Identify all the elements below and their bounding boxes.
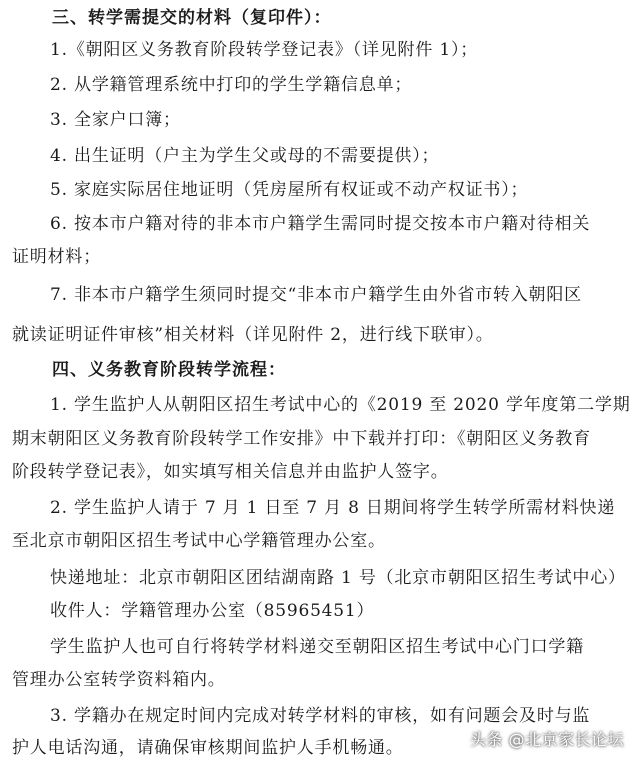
paragraph-continuation: 管理办公室转学资料箱内。 — [12, 670, 226, 690]
list-item: 2. 从学籍管理系统中打印的学生学籍信息单； — [50, 75, 413, 95]
list-item: 3. 全家户口簿； — [50, 110, 181, 130]
list-item: 2. 学生监护人请于 7 月 1 日至 7 月 8 日期间将学生转学所需材料快递 — [50, 498, 616, 518]
section-4-heading: 四、义务教育阶段转学流程： — [52, 360, 286, 380]
list-item: 4. 出生证明（户主为学生父或母的不需要提供）； — [50, 146, 440, 166]
section-3-heading: 三、转学需提交的材料（复印件）： — [52, 8, 332, 28]
list-item: 1.《朝阳区义务教育阶段转学登记表》（详见附件 1）； — [50, 40, 479, 60]
list-item-continuation: 阶段转学登记表》，如实填写相关信息并由监护人签字。 — [12, 462, 449, 482]
list-item: 3. 学籍办在规定时间内完成对转学材料的审核，如有问题会及时与监 — [50, 706, 591, 726]
list-item-continuation: 证明材料； — [12, 247, 101, 267]
list-item-continuation: 就读证明证件审核”相关材料（详见附件 2，进行线下联审）。 — [12, 325, 494, 345]
list-item: 5. 家庭实际居住地证明（凭房屋所有权证或不动产权证书）； — [50, 180, 529, 200]
list-item-continuation: 至北京市朝阳区招生考试中心学籍管理办公室。 — [12, 531, 386, 551]
list-item: 7. 非本市户籍学生须同时提交“非本市户籍学生由外省市转入朝阳区 — [50, 285, 582, 305]
source-watermark: 头条 @北京家长论坛 — [469, 730, 624, 749]
paragraph: 学生监护人也可自行将转学材料递交至朝阳区招生考试中心门口学籍 — [50, 637, 584, 657]
list-item-continuation: 期末朝阳区义务教育阶段转学工作安排》中下载并打印：《朝阳区义务教育 — [12, 429, 591, 449]
list-item-continuation: 护人电话沟通，请确保审核期间监护人手机畅通。 — [12, 738, 404, 758]
recipient: 收件人：学籍管理办公室（85965451） — [50, 601, 375, 621]
list-item: 6. 按本市户籍对待的非本市户籍学生需同时提交按本市户籍对待相关 — [50, 214, 591, 234]
delivery-address: 快递地址：北京市朝阳区团结湖南路 1 号（北京市朝阳区招生考试中心） — [50, 568, 626, 588]
list-item: 1. 学生监护人从朝阳区招生考试中心的《2019 至 2020 学年度第二学期 — [50, 395, 631, 415]
